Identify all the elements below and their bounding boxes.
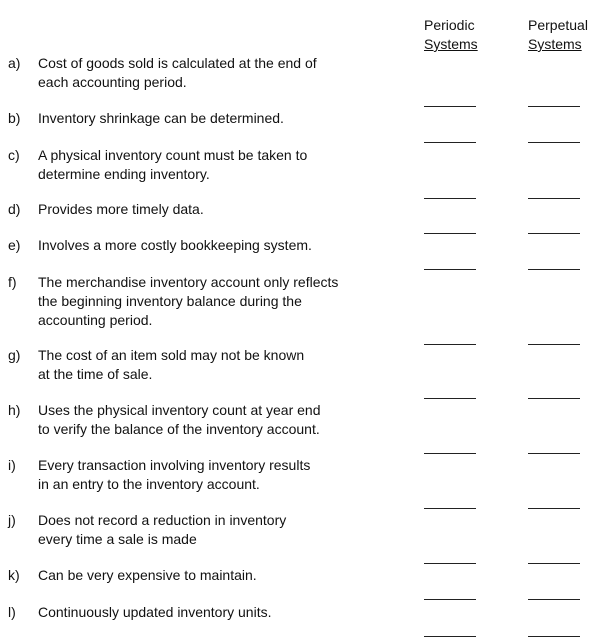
question-text-line: determine ending inventory. xyxy=(38,166,210,182)
question-text-line: at the time of sale. xyxy=(38,366,153,382)
question-label: k) xyxy=(8,567,20,583)
question-text xyxy=(38,346,388,384)
question-label: g) xyxy=(8,347,21,363)
question-text xyxy=(38,401,388,439)
question-text-line: The merchandise inventory account only reflects xyxy=(38,274,339,290)
question-label: h) xyxy=(8,402,21,418)
question-text-line: Inventory shrinkage can be determined. xyxy=(38,110,284,126)
question-text xyxy=(38,236,388,255)
question-label: c) xyxy=(8,147,20,163)
question-label: b) xyxy=(8,110,21,126)
question-text-line: A physical inventory count must be taken to xyxy=(38,147,308,163)
question-text xyxy=(38,54,388,92)
question-text xyxy=(38,146,388,184)
question-item xyxy=(8,401,408,439)
perpetual-answer-blank[interactable] xyxy=(528,344,580,345)
question-label: l) xyxy=(8,604,16,620)
periodic-answer-blank[interactable] xyxy=(424,233,476,234)
question-text-line: Every transaction involving inventory results xyxy=(38,457,311,473)
periodic-systems-header xyxy=(424,16,478,54)
periodic-answer-blank[interactable] xyxy=(424,563,476,564)
question-item xyxy=(8,456,408,494)
perpetual-answer-blank[interactable] xyxy=(528,508,580,509)
question-text xyxy=(38,200,388,219)
question-item xyxy=(8,236,408,255)
question-label: e) xyxy=(8,237,21,253)
question-text-line: every time a sale is made xyxy=(38,531,197,547)
question-text-line: Cost of goods sold is calculated at the end of xyxy=(38,55,317,71)
question-text-line: each accounting period. xyxy=(38,74,187,90)
periodic-answer-blank[interactable] xyxy=(424,198,476,199)
perpetual-header-line2: Systems xyxy=(528,36,582,52)
perpetual-answer-blank[interactable] xyxy=(528,453,580,454)
question-text xyxy=(38,603,388,622)
periodic-header-line1: Periodic xyxy=(424,17,475,33)
question-text-line: The cost of an item sold may not be known xyxy=(38,347,305,363)
question-item xyxy=(8,346,408,384)
periodic-answer-blank[interactable] xyxy=(424,344,476,345)
question-label: d) xyxy=(8,201,21,217)
question-text xyxy=(38,456,388,494)
periodic-answer-blank[interactable] xyxy=(424,269,476,270)
periodic-answer-blank[interactable] xyxy=(424,453,476,454)
perpetual-answer-blank[interactable] xyxy=(528,233,580,234)
question-text-line: Can be very expensive to maintain. xyxy=(38,567,257,583)
question-label: f) xyxy=(8,274,17,290)
periodic-answer-blank[interactable] xyxy=(424,599,476,600)
question-item xyxy=(8,603,408,622)
question-text-line: in an entry to the inventory account. xyxy=(38,476,260,492)
question-text xyxy=(38,273,388,330)
perpetual-answer-blank[interactable] xyxy=(528,198,580,199)
periodic-answer-blank[interactable] xyxy=(424,398,476,399)
question-text-line: the beginning inventory balance during the xyxy=(38,293,302,309)
periodic-answer-blank[interactable] xyxy=(424,142,476,143)
periodic-answer-blank[interactable] xyxy=(424,508,476,509)
question-item xyxy=(8,566,408,585)
perpetual-answer-blank[interactable] xyxy=(528,398,580,399)
question-text-line: Provides more timely data. xyxy=(38,201,204,217)
periodic-answer-blank[interactable] xyxy=(424,106,476,107)
perpetual-answer-blank[interactable] xyxy=(528,599,580,600)
question-text xyxy=(38,109,388,128)
question-text-line: accounting period. xyxy=(38,312,153,328)
question-text-line: Involves a more costly bookkeeping system. xyxy=(38,237,312,253)
question-text xyxy=(38,511,388,549)
question-text-line: Does not record a reduction in inventory xyxy=(38,512,287,528)
question-item xyxy=(8,109,408,128)
question-text-line: to verify the balance of the inventory account. xyxy=(38,421,320,437)
question-item xyxy=(8,200,408,219)
question-text-line: Uses the physical inventory count at year end xyxy=(38,402,321,418)
perpetual-answer-blank[interactable] xyxy=(528,563,580,564)
question-item xyxy=(8,146,408,184)
perpetual-answer-blank[interactable] xyxy=(528,142,580,143)
question-label: j) xyxy=(8,512,16,528)
question-item xyxy=(8,273,408,330)
perpetual-answer-blank[interactable] xyxy=(528,269,580,270)
question-label: i) xyxy=(8,457,16,473)
question-text-line: Continuously updated inventory units. xyxy=(38,604,272,620)
perpetual-systems-header xyxy=(528,16,588,54)
periodic-header-line2: Systems xyxy=(424,36,478,52)
perpetual-header-line1: Perpetual xyxy=(528,17,588,33)
question-label: a) xyxy=(8,55,21,71)
question-text xyxy=(38,566,388,585)
question-item xyxy=(8,54,408,92)
perpetual-answer-blank[interactable] xyxy=(528,106,580,107)
question-item xyxy=(8,511,408,549)
